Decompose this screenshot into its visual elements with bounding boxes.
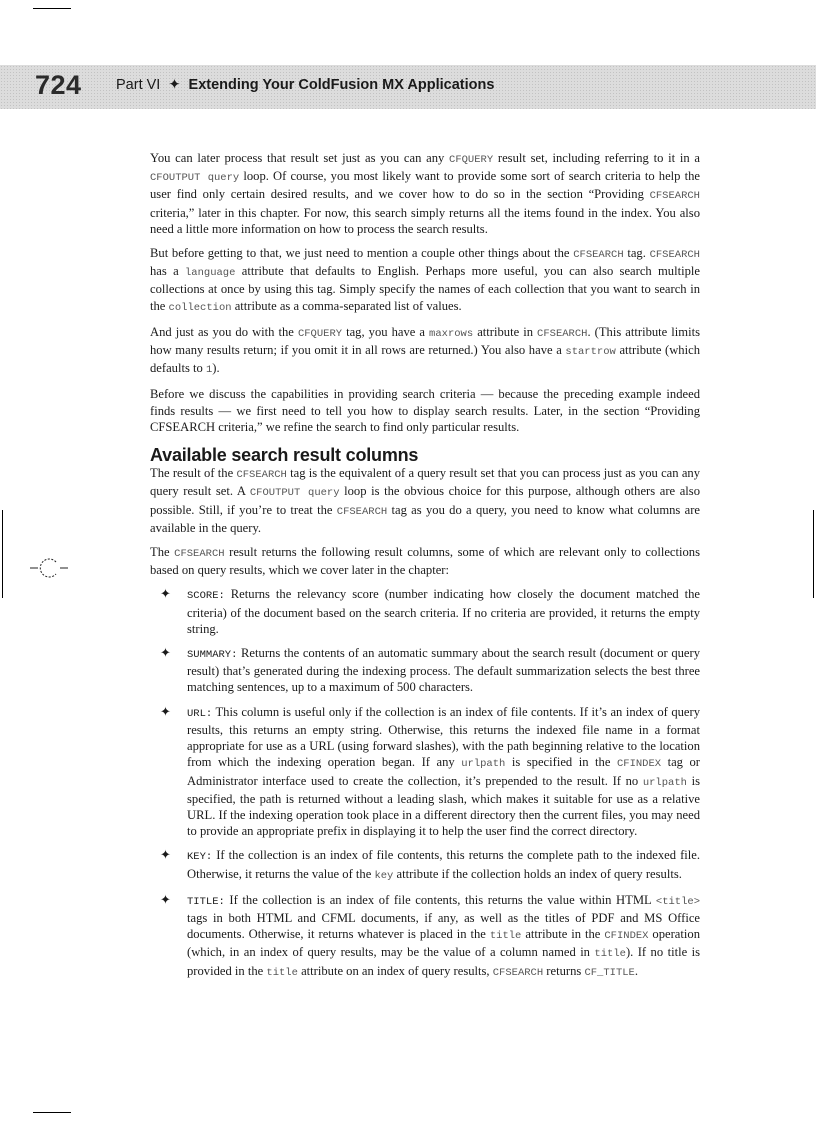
code: key [374,869,394,882]
code: title [489,930,522,943]
running-head [116,77,494,93]
paragraph: Before we discuss the capabilities in providing search criteria — because the preceding example indeed finds results — we first need to tell you how to display search results. Later, in the section “Providing CFSEARCH criteria,” we refine the search to find only particular results. [150,387,700,434]
term: SCORE: [187,590,225,603]
code: CFSEARCH [573,249,624,262]
page-number: 724 [35,70,82,100]
book-title: Extending Your ColdFusion MX Applications [188,77,495,93]
code: CFSEARCH [649,249,700,262]
diamond-bullet-icon: ✦ [160,586,171,602]
code: language [185,267,236,280]
code: CFSEARCH [649,190,700,203]
list-item: ✦ SUMMARY: Returns the contents of an automatic summary about the search result (document or query result) that’s generated during the indexing process. The default summarization selects the best three matching sentences, up to a maximum of 500 characters. [160,645,700,695]
code: CFSEARCH [336,505,388,518]
term: URL: [187,707,213,720]
code: title [266,966,298,979]
code: urlpath [461,758,506,771]
code: CFSEARCH [537,327,588,340]
code: CFQUERY [297,327,343,340]
code: startrow [565,346,616,359]
code: CFSEARCH [492,966,544,979]
code: CFQUERY [449,154,494,166]
diamond-bullet-icon: ✦ [160,645,171,661]
crop-mark-bottom [33,1112,71,1113]
result-columns-list [150,586,700,980]
crop-mark-left [2,510,3,598]
code: CFINDEX [616,758,662,771]
code: CFSEARCH [236,469,287,482]
registration-mark [30,553,70,583]
paragraph: The CFSEARCH result returns the following result columns, some of which are relevant only to collections based on query results, which we cover later in the chapter: [150,545,700,578]
diamond-icon: ✦ [168,77,181,93]
code: urlpath [642,776,687,789]
code: CFOUTPUT query [249,487,340,500]
code: CFINDEX [604,930,649,943]
diamond-bullet-icon: ✦ [160,891,171,907]
paragraph: The result of the CFSEARCH tag is the equivalent of a query result set that you can process just as you can any query result set. A CFOUTPUT query loop is the obvious choice for this purpose, although others are also possible. Still, if you’re to treat the CFSEARCH tag as you do a query, you need to know what columns are available in the query. [150,466,701,535]
code: maxrows [429,327,474,340]
code: <title> [655,895,700,908]
part-label: Part VI [116,77,161,93]
code: 1 [205,364,213,377]
code: title [594,948,626,961]
paragraph: But before getting to that, we just need to mention a couple other things about the CFSEARCH tag. CFSEARCH has a language attribute that defaults to English. Perhaps more useful, you can also search multiple collections at once by using this tag. Simply specify the names of each collection that you want to search in the collection attribute as a comma-separated list of values. [150,246,700,314]
paragraph: You can later process that result set just as you can any CFQUERY result set, including referring to it in a CFOUTPUT query loop. Of course, you most likely want to provide some sort of search criteria to help the user find only certain desired results, and we cover how to do so in the section “Providing CFSEARCH criteria,” later in this chapter. For now, this search simply returns all the items found in the index. You also need a little more information on how to process the search results. [150,151,700,236]
term: TITLE: [187,895,225,908]
list-item: ✦ KEY: If the collection is an index of file contents, this returns the complete path to the indexed file. Otherwise, it returns the value of the key attribute if the collection holds an index of query results. [160,847,700,882]
list-item: ✦ URL: This column is useful only if the collection is an index of file contents. If it’s an index of query results, this returns an empty string. Otherwise, this returns the indexed file name in a format appropriate for use as a URL (using forward slashes), with the path beginning relative to the location from which the indexing operation began. If any urlpath is specified in the CFINDEX tag or Administrator interface used to create the collection, it’s prepended to the result. If no urlpath is specified, the path is returned without a leading slash, which makes it suitable for use as a relative URL. If the indexing operation took place in a different directory then the current files, you may need to provide an appropriate prefix in displaying it to help the user find the correct directory. [160,703,700,839]
term: SUMMARY: [187,649,238,662]
code: CF_TITLE [584,966,635,979]
list-item: ✦ SCORE: Returns the relevancy score (number indicating how closely the document matched the criteria) of the document based on the search criteria. If no criteria are provided, it returns the empty string. [160,586,700,636]
crop-mark-right [813,510,814,598]
body-text [150,150,700,989]
diamond-bullet-icon: ✦ [160,703,171,719]
list-item: ✦ TITLE: If the collection is an index of file contents, this returns the value within HTML <title> tags in both HTML and CFML documents, if any, as well as the titles of PDF and MS Office documents. Otherwise, it returns whatever is placed in the title attribute in the CFINDEX operation (which, in an index of query results, may be the value of a column named in title). If no title is provided in the title attribute on an index of query results, CFSEARCH returns CF_TITLE. [160,891,700,979]
crop-mark-top [33,8,71,9]
term: KEY: [187,851,213,864]
diamond-bullet-icon: ✦ [160,847,171,863]
code: collection [168,301,232,314]
paragraph: And just as you do with the CFQUERY tag, you have a maxrows attribute in CFSEARCH. (This attribute limits how many results return; if you omit it in all rows are returned.) You also have a startrow attribute (which defaults to 1). [150,324,700,377]
code: CFOUTPUT query [150,172,240,185]
code: CFSEARCH [174,548,225,561]
section-heading: Available search result columns [150,445,419,466]
